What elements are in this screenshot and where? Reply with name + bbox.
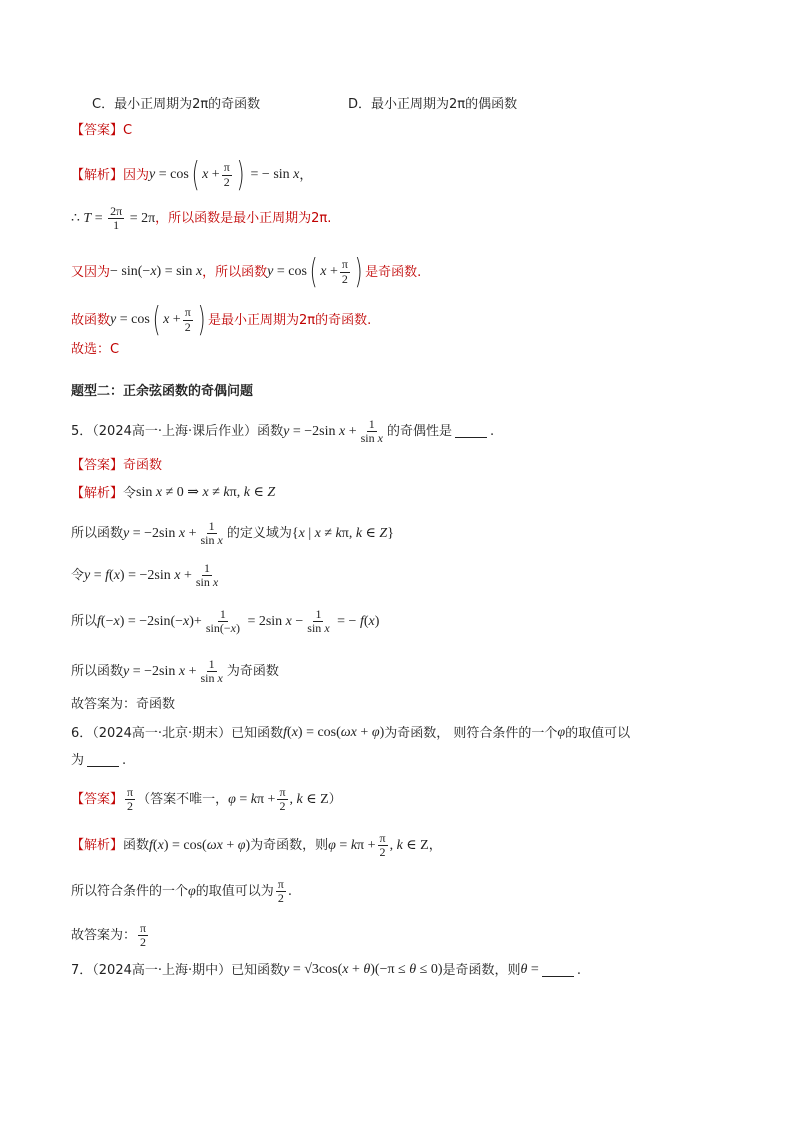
text: 为奇函数 [226, 664, 279, 680]
text: 所以函数 [71, 526, 124, 542]
q5-analysis-line1: 【解析】 令 sin x ≠ 0 ⇒ x ≠ k π, k ∈ Z [71, 485, 276, 501]
text: 故答案为：奇函数 [71, 697, 176, 712]
text: 为 [71, 753, 85, 768]
answer-5 [71, 459, 162, 472]
q5-analysis-line2: 所以函数 y = −2sin x + $\frac{1}{\text{sin x}}$ 的定义域为 { x | x ≠ k π, k ∈ Z } [71, 519, 394, 548]
answer-6: 【答案】 $\frac{\pi}{2}$ （答案不唯一， φ = k π + $\frac{\pi}{2}$ , k ∈ Z ） [71, 785, 342, 814]
text: 因为 [123, 167, 150, 183]
text: 所以符合条件的一个 [71, 884, 189, 900]
analysis-label: 【解析】 [71, 838, 124, 854]
text: 故函数 [71, 312, 111, 328]
q4-analysis-line3: 又因为 − sin(− x ) = sin x ，所以函数 y = cos ( x + $\frac{\pi}{2}$ ) 是奇函数. [71, 252, 422, 292]
q5-final [71, 698, 175, 711]
answer-label: 【答案】 [71, 458, 124, 473]
answer-blank [542, 964, 574, 977]
text: 所以 [71, 614, 98, 630]
text: 的奇偶性是 [386, 424, 452, 440]
q5-analysis-line5: 所以函数 y = −2sin x + $\frac{1}{\text{sin x}}$ 为奇函数 [71, 657, 279, 686]
option-c-text: C．最小正周期为2π的奇函数 [92, 97, 261, 112]
option-d-text: D．最小正周期为2π的偶函数 [348, 97, 518, 112]
text: 7．（2024高一·上海·期中）已知函数 [71, 962, 284, 978]
q6-final: 故答案为： $\frac{\pi}{2}$ [71, 921, 147, 950]
q4-analysis-line1: 【解析】 因为 y = cos ( x + $\frac{\pi}{2}$ ) = − sin x ， [71, 155, 313, 195]
q4-choose [71, 343, 119, 356]
text: 的定义域为 [226, 526, 292, 542]
text: 6．（2024高一·北京·期末）已知函数 [71, 725, 284, 741]
answer-label: 【答案】 [71, 123, 124, 138]
question-6-line2: 为 . [71, 753, 127, 768]
text: 令 [71, 568, 85, 584]
answer-value: 奇函数 [123, 458, 163, 473]
answer-label: 【答案】 [71, 792, 124, 808]
text: （答案不唯一， [137, 792, 229, 808]
text: 是最小正周期为2π的奇函数. [208, 312, 372, 328]
text: 故选：C [71, 342, 120, 357]
answer-value: C [123, 123, 133, 138]
text: 的取值可以为 [195, 884, 274, 900]
text: 是奇函数. [365, 264, 422, 280]
q6-analysis-line1: 【解析】 函数 f ( x ) = cos( ωx + φ ) 为奇函数，则 φ = k π + $\frac{\pi}{2}$ , k ∈ Z ， [71, 831, 442, 860]
option-d [348, 98, 517, 111]
answer-4 [71, 124, 132, 137]
question-5: 5．（2024高一·上海·课后作业）函数 y = −2sin x + $\frac{1}{\text{sin x}}$ 的奇偶性是 . [71, 417, 495, 446]
text: 为奇函数， 则符合条件的一个 [384, 725, 558, 741]
text: ，所以函数是最小正周期为2π. [155, 211, 332, 227]
answer-blank [455, 425, 487, 438]
option-c [92, 98, 260, 111]
text: 令 [123, 485, 137, 501]
text: 故答案为： [71, 928, 137, 944]
text: 所以函数 [71, 664, 124, 680]
text: 5．（2024高一·上海·课后作业）函数 [71, 424, 284, 440]
text: 又因为 [71, 264, 111, 280]
q4-analysis-line4: 故函数 y = cos ( x + $\frac{\pi}{2}$ ) 是最小正周期为2π的奇函数. [71, 300, 372, 340]
section-title [71, 385, 253, 398]
text: 题型二：正余弦函数的奇偶问题 [71, 384, 254, 399]
q4-analysis-line2: ∴ T = $\frac{2\pi}{1}$ = 2π ，所以函数是最小正周期为2π. [71, 204, 332, 233]
answer-blank [87, 754, 119, 767]
text: 的取值可以 [565, 725, 631, 741]
question-7: 7．（2024高一·上海·期中）已知函数 y = √3cos( x + θ )(−π ≤ θ ≤ 0) 是奇函数，则 θ = . [71, 962, 581, 978]
text: 是奇函数，则 [442, 962, 521, 978]
text: ，所以函数 [202, 264, 268, 280]
text: 为奇函数，则 [250, 838, 329, 854]
question-6-line1: 6．（2024高一·北京·期末）已知函数 f ( x ) = cos( ωx + φ ) 为奇函数， 则符合条件的一个 φ 的取值可以 [71, 725, 631, 741]
analysis-label: 【解析】 [71, 167, 124, 183]
q6-analysis-line2: 所以符合条件的一个 φ 的取值可以为 $\frac{\pi}{2}$ . [71, 877, 292, 906]
text: 函数 [123, 838, 150, 854]
q5-analysis-line3: 令 y = f ( x ) = −2sin x + $\frac{1}{\text{sin x}}$ [71, 561, 219, 590]
analysis-label: 【解析】 [71, 485, 124, 501]
q5-analysis-line4: 所以 f (− x ) = −2sin(− x )+ $\frac{1}{\sin(-x)}$ = 2sin x − $\frac{1}{\text{sin x}}$ = − f ( x ) [71, 607, 380, 636]
